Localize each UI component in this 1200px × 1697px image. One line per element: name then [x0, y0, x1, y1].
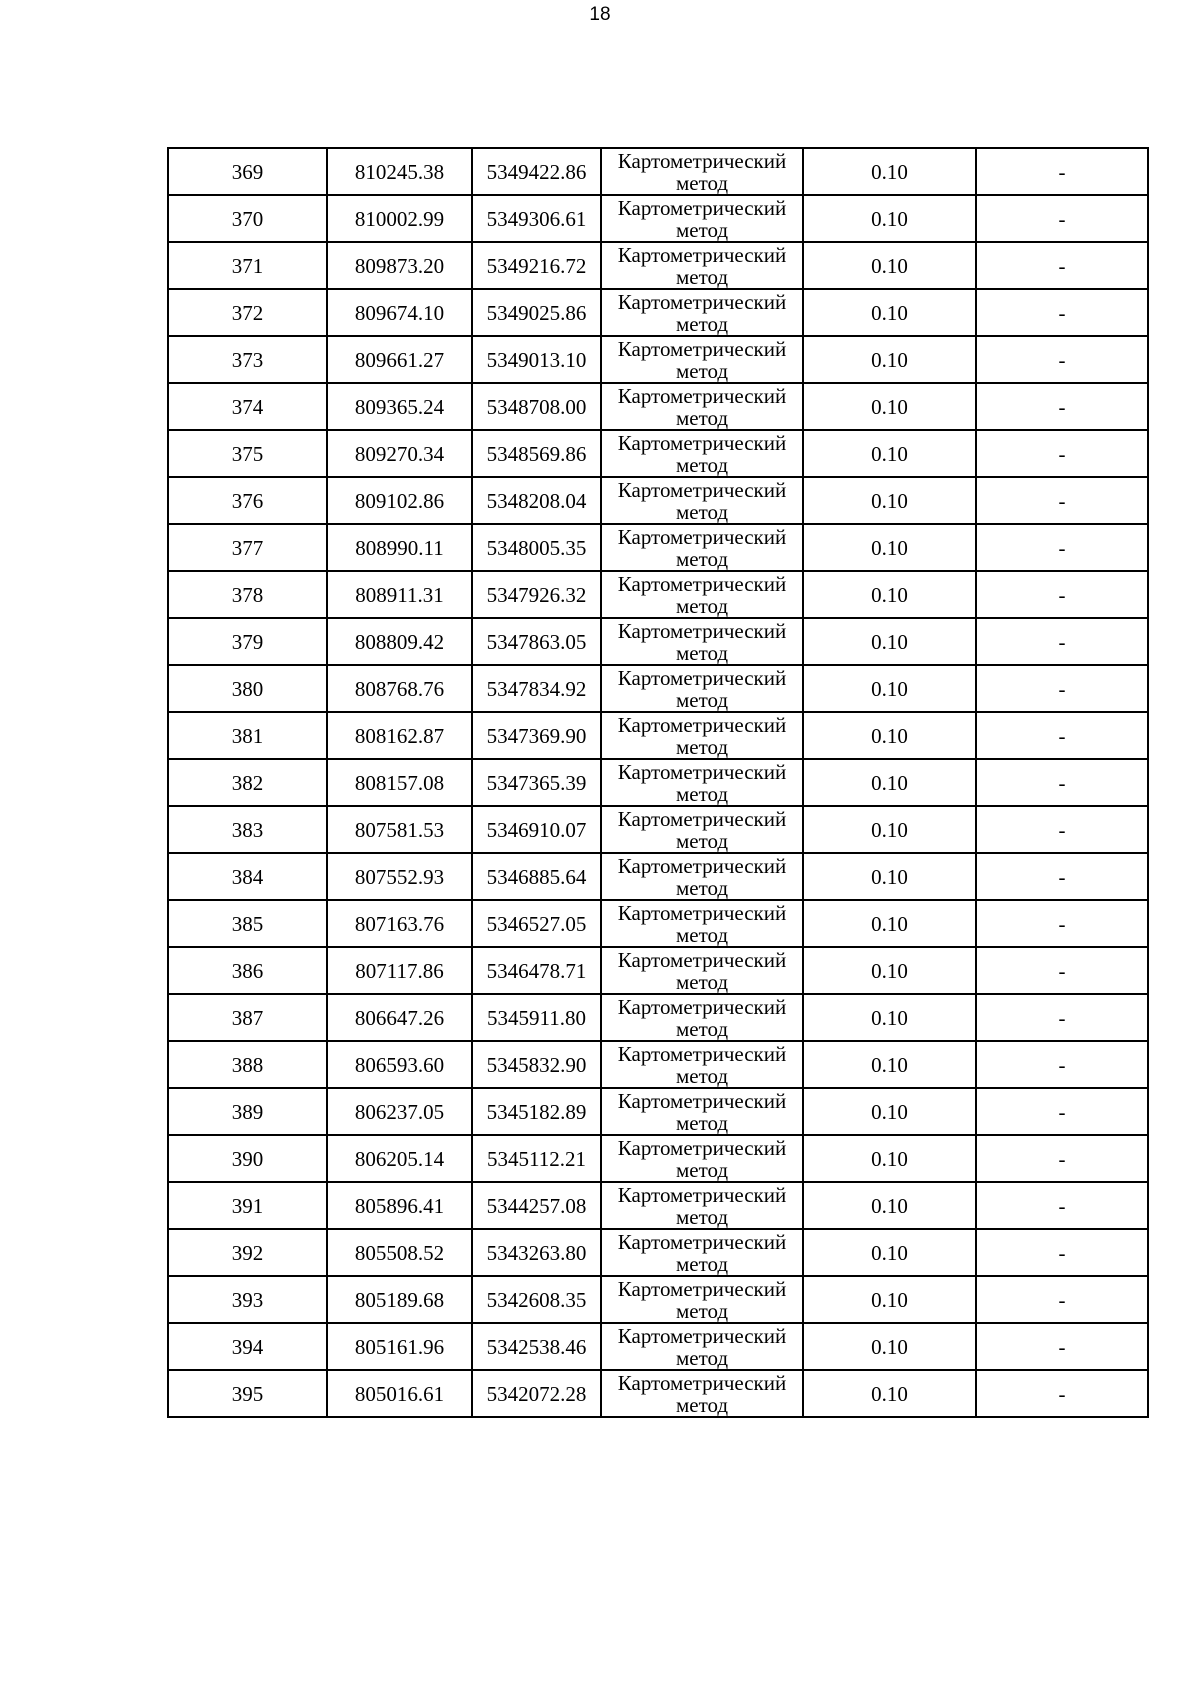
point-number-cell: 390 — [168, 1135, 327, 1182]
point-number-cell: 369 — [168, 148, 327, 195]
y-coordinate-cell: 5346527.05 — [472, 900, 601, 947]
point-number-cell: 393 — [168, 1276, 327, 1323]
method-line-2: метод — [675, 1251, 729, 1276]
method-cell — [601, 242, 803, 289]
x-coordinate-cell: 809270.34 — [327, 430, 472, 477]
y-coordinate-cell: 5348708.00 — [472, 383, 601, 430]
x-coordinate-cell: 806205.14 — [327, 1135, 472, 1182]
x-coordinate-cell: 805896.41 — [327, 1182, 472, 1229]
x-coordinate-cell: 807117.86 — [327, 947, 472, 994]
point-number-cell: 385 — [168, 900, 327, 947]
point-number-cell: 376 — [168, 477, 327, 524]
accuracy-cell: 0.10 — [803, 477, 976, 524]
x-coordinate-cell: 807163.76 — [327, 900, 472, 947]
method-line-2: метод — [675, 405, 729, 430]
point-number-cell: 388 — [168, 1041, 327, 1088]
method-line-2: метод — [675, 922, 729, 947]
table-row — [168, 1135, 1148, 1182]
table-row — [168, 1323, 1148, 1370]
y-coordinate-cell: 5346478.71 — [472, 947, 601, 994]
accuracy-cell: 0.10 — [803, 1182, 976, 1229]
note-cell: - — [976, 571, 1148, 618]
method-line-1: Картометрический — [617, 994, 787, 1019]
table-row — [168, 1276, 1148, 1323]
note-cell: - — [976, 1041, 1148, 1088]
note-cell: - — [976, 242, 1148, 289]
method-line-1: Картометрический — [617, 1041, 787, 1066]
y-coordinate-cell: 5349025.86 — [472, 289, 601, 336]
note-cell: - — [976, 1135, 1148, 1182]
table-row — [168, 383, 1148, 430]
x-coordinate-cell: 807581.53 — [327, 806, 472, 853]
accuracy-cell: 0.10 — [803, 336, 976, 383]
method-line-2: метод — [675, 1063, 729, 1088]
method-line-1: Картометрический — [617, 665, 787, 690]
accuracy-cell: 0.10 — [803, 430, 976, 477]
method-line-2: метод — [675, 1298, 729, 1323]
table-row — [168, 759, 1148, 806]
note-cell: - — [976, 336, 1148, 383]
point-number-cell: 374 — [168, 383, 327, 430]
note-cell: - — [976, 806, 1148, 853]
method-line-1: Картометрический — [617, 571, 787, 596]
accuracy-cell: 0.10 — [803, 665, 976, 712]
y-coordinate-cell: 5345911.80 — [472, 994, 601, 1041]
note-cell: - — [976, 289, 1148, 336]
x-coordinate-cell: 809102.86 — [327, 477, 472, 524]
method-line-2: метод — [675, 311, 729, 336]
method-line-1: Картометрический — [617, 900, 787, 925]
method-line-2: метод — [675, 593, 729, 618]
method-line-1: Картометрический — [617, 383, 787, 408]
point-number-cell: 394 — [168, 1323, 327, 1370]
x-coordinate-cell: 809365.24 — [327, 383, 472, 430]
point-number-cell: 379 — [168, 618, 327, 665]
table-row — [168, 1182, 1148, 1229]
method-cell — [601, 947, 803, 994]
method-line-1: Картометрический — [617, 195, 787, 220]
table-row — [168, 1041, 1148, 1088]
x-coordinate-cell: 808911.31 — [327, 571, 472, 618]
method-line-2: метод — [675, 1157, 729, 1182]
method-line-2: метод — [675, 781, 729, 806]
table-row — [168, 900, 1148, 947]
y-coordinate-cell: 5342072.28 — [472, 1370, 601, 1417]
note-cell: - — [976, 1370, 1148, 1417]
accuracy-cell: 0.10 — [803, 1229, 976, 1276]
method-cell — [601, 806, 803, 853]
method-line-2: метод — [675, 452, 729, 477]
note-cell: - — [976, 430, 1148, 477]
note-cell: - — [976, 947, 1148, 994]
method-line-1: Картометрический — [617, 1276, 787, 1301]
note-cell: - — [976, 1323, 1148, 1370]
y-coordinate-cell: 5347365.39 — [472, 759, 601, 806]
method-line-1: Картометрический — [617, 477, 787, 502]
method-cell — [601, 524, 803, 571]
note-cell: - — [976, 195, 1148, 242]
x-coordinate-cell: 806237.05 — [327, 1088, 472, 1135]
note-cell: - — [976, 1088, 1148, 1135]
table-row — [168, 289, 1148, 336]
note-cell: - — [976, 618, 1148, 665]
table-row — [168, 148, 1148, 195]
accuracy-cell: 0.10 — [803, 289, 976, 336]
method-cell — [601, 571, 803, 618]
method-line-2: метод — [675, 1392, 729, 1417]
note-cell: - — [976, 759, 1148, 806]
method-cell — [601, 1088, 803, 1135]
table-row — [168, 665, 1148, 712]
method-line-1: Картометрический — [617, 1370, 787, 1395]
method-line-2: метод — [675, 1204, 729, 1229]
note-cell: - — [976, 524, 1148, 571]
method-line-2: метод — [675, 546, 729, 571]
point-number-cell: 375 — [168, 430, 327, 477]
point-number-cell: 395 — [168, 1370, 327, 1417]
note-cell: - — [976, 900, 1148, 947]
method-line-1: Картометрический — [617, 618, 787, 643]
x-coordinate-cell: 806647.26 — [327, 994, 472, 1041]
point-number-cell: 389 — [168, 1088, 327, 1135]
x-coordinate-cell: 805016.61 — [327, 1370, 472, 1417]
y-coordinate-cell: 5348569.86 — [472, 430, 601, 477]
method-cell — [601, 195, 803, 242]
method-cell — [601, 336, 803, 383]
table-row — [168, 571, 1148, 618]
accuracy-cell: 0.10 — [803, 524, 976, 571]
table-row — [168, 947, 1148, 994]
method-line-1: Картометрический — [617, 806, 787, 831]
y-coordinate-cell: 5344257.08 — [472, 1182, 601, 1229]
note-cell: - — [976, 994, 1148, 1041]
accuracy-cell: 0.10 — [803, 1370, 976, 1417]
y-coordinate-cell: 5349306.61 — [472, 195, 601, 242]
accuracy-cell: 0.10 — [803, 712, 976, 759]
method-line-2: метод — [675, 828, 729, 853]
method-cell — [601, 618, 803, 665]
accuracy-cell: 0.10 — [803, 853, 976, 900]
method-line-1: Картометрический — [617, 336, 787, 361]
point-number-cell: 378 — [168, 571, 327, 618]
method-line-1: Картометрический — [617, 1182, 787, 1207]
x-coordinate-cell: 805189.68 — [327, 1276, 472, 1323]
y-coordinate-cell: 5347369.90 — [472, 712, 601, 759]
method-line-1: Картометрический — [617, 759, 787, 784]
page-number: 18 — [589, 4, 611, 25]
method-line-1: Картометрический — [617, 289, 787, 314]
method-line-1: Картометрический — [617, 712, 787, 737]
y-coordinate-cell: 5342538.46 — [472, 1323, 601, 1370]
method-cell — [601, 383, 803, 430]
point-number-cell: 372 — [168, 289, 327, 336]
method-line-2: метод — [675, 499, 729, 524]
y-coordinate-cell: 5349013.10 — [472, 336, 601, 383]
method-line-1: Картометрический — [617, 524, 787, 549]
y-coordinate-cell: 5347926.32 — [472, 571, 601, 618]
accuracy-cell: 0.10 — [803, 947, 976, 994]
y-coordinate-cell: 5348005.35 — [472, 524, 601, 571]
table-row — [168, 994, 1148, 1041]
method-cell — [601, 148, 803, 195]
table-row — [168, 1088, 1148, 1135]
x-coordinate-cell: 808990.11 — [327, 524, 472, 571]
accuracy-cell: 0.10 — [803, 618, 976, 665]
table-row — [168, 524, 1148, 571]
x-coordinate-cell: 808768.76 — [327, 665, 472, 712]
y-coordinate-cell: 5343263.80 — [472, 1229, 601, 1276]
y-coordinate-cell: 5347863.05 — [472, 618, 601, 665]
accuracy-cell: 0.10 — [803, 806, 976, 853]
table-row — [168, 1229, 1148, 1276]
point-number-cell: 373 — [168, 336, 327, 383]
accuracy-cell: 0.10 — [803, 1276, 976, 1323]
method-line-1: Картометрический — [617, 947, 787, 972]
method-line-2: метод — [675, 640, 729, 665]
table-row — [168, 430, 1148, 477]
y-coordinate-cell: 5348208.04 — [472, 477, 601, 524]
accuracy-cell: 0.10 — [803, 571, 976, 618]
note-cell: - — [976, 477, 1148, 524]
x-coordinate-cell: 808162.87 — [327, 712, 472, 759]
table-row — [168, 477, 1148, 524]
note-cell: - — [976, 148, 1148, 195]
y-coordinate-cell: 5346910.07 — [472, 806, 601, 853]
accuracy-cell: 0.10 — [803, 1088, 976, 1135]
accuracy-cell: 0.10 — [803, 1323, 976, 1370]
method-line-1: Картометрический — [617, 430, 787, 455]
point-number-cell: 383 — [168, 806, 327, 853]
method-line-1: Картометрический — [617, 242, 787, 267]
method-line-2: метод — [675, 875, 729, 900]
x-coordinate-cell: 807552.93 — [327, 853, 472, 900]
point-number-cell: 392 — [168, 1229, 327, 1276]
point-number-cell: 386 — [168, 947, 327, 994]
accuracy-cell: 0.10 — [803, 1041, 976, 1088]
method-cell — [601, 1276, 803, 1323]
method-cell — [601, 900, 803, 947]
method-line-2: метод — [675, 358, 729, 383]
method-line-1: Картометрический — [617, 1229, 787, 1254]
y-coordinate-cell: 5349422.86 — [472, 148, 601, 195]
method-line-1: Картометрический — [617, 1088, 787, 1113]
accuracy-cell: 0.10 — [803, 148, 976, 195]
method-line-1: Картометрический — [617, 1135, 787, 1160]
x-coordinate-cell: 808157.08 — [327, 759, 472, 806]
x-coordinate-cell: 808809.42 — [327, 618, 472, 665]
note-cell: - — [976, 1276, 1148, 1323]
method-cell — [601, 994, 803, 1041]
method-cell — [601, 759, 803, 806]
accuracy-cell: 0.10 — [803, 1135, 976, 1182]
method-cell — [601, 665, 803, 712]
method-cell — [601, 1041, 803, 1088]
method-cell — [601, 712, 803, 759]
accuracy-cell: 0.10 — [803, 242, 976, 289]
table-row — [168, 712, 1148, 759]
x-coordinate-cell: 809873.20 — [327, 242, 472, 289]
x-coordinate-cell: 809661.27 — [327, 336, 472, 383]
table-row — [168, 242, 1148, 289]
method-line-2: метод — [675, 264, 729, 289]
x-coordinate-cell: 810002.99 — [327, 195, 472, 242]
point-number-cell: 371 — [168, 242, 327, 289]
point-number-cell: 382 — [168, 759, 327, 806]
method-line-2: метод — [675, 734, 729, 759]
method-line-2: метод — [675, 1345, 729, 1370]
point-number-cell: 384 — [168, 853, 327, 900]
point-number-cell: 380 — [168, 665, 327, 712]
point-number-cell: 387 — [168, 994, 327, 1041]
note-cell: - — [976, 1182, 1148, 1229]
method-cell — [601, 430, 803, 477]
note-cell: - — [976, 665, 1148, 712]
note-cell: - — [976, 853, 1148, 900]
y-coordinate-cell: 5342608.35 — [472, 1276, 601, 1323]
accuracy-cell: 0.10 — [803, 195, 976, 242]
method-cell — [601, 477, 803, 524]
point-number-cell: 377 — [168, 524, 327, 571]
x-coordinate-cell: 805508.52 — [327, 1229, 472, 1276]
method-cell — [601, 1229, 803, 1276]
method-line-2: метод — [675, 687, 729, 712]
method-line-2: метод — [675, 217, 729, 242]
note-cell: - — [976, 712, 1148, 759]
coordinates-table — [167, 147, 1149, 1418]
x-coordinate-cell: 806593.60 — [327, 1041, 472, 1088]
method-line-2: метод — [675, 1110, 729, 1135]
method-cell — [601, 1182, 803, 1229]
method-line-2: метод — [675, 1016, 729, 1041]
note-cell: - — [976, 383, 1148, 430]
y-coordinate-cell: 5345832.90 — [472, 1041, 601, 1088]
method-line-1: Картометрический — [617, 1323, 787, 1348]
method-cell — [601, 1135, 803, 1182]
x-coordinate-cell: 809674.10 — [327, 289, 472, 336]
x-coordinate-cell: 810245.38 — [327, 148, 472, 195]
accuracy-cell: 0.10 — [803, 900, 976, 947]
point-number-cell: 381 — [168, 712, 327, 759]
point-number-cell: 391 — [168, 1182, 327, 1229]
y-coordinate-cell: 5345112.21 — [472, 1135, 601, 1182]
accuracy-cell: 0.10 — [803, 994, 976, 1041]
method-cell — [601, 289, 803, 336]
y-coordinate-cell: 5349216.72 — [472, 242, 601, 289]
table-row — [168, 1370, 1148, 1417]
method-cell — [601, 1370, 803, 1417]
method-line-1: Картометрический — [617, 853, 787, 878]
method-cell — [601, 853, 803, 900]
table-row — [168, 806, 1148, 853]
table-row — [168, 853, 1148, 900]
point-number-cell: 370 — [168, 195, 327, 242]
method-line-2: метод — [675, 170, 729, 195]
method-line-2: метод — [675, 969, 729, 994]
coordinates-table-body — [168, 148, 1148, 1417]
x-coordinate-cell: 805161.96 — [327, 1323, 472, 1370]
table-row — [168, 618, 1148, 665]
y-coordinate-cell: 5346885.64 — [472, 853, 601, 900]
table-row — [168, 195, 1148, 242]
y-coordinate-cell: 5347834.92 — [472, 665, 601, 712]
method-line-1: Картометрический — [617, 148, 787, 173]
y-coordinate-cell: 5345182.89 — [472, 1088, 601, 1135]
table-row — [168, 336, 1148, 383]
accuracy-cell: 0.10 — [803, 383, 976, 430]
accuracy-cell: 0.10 — [803, 759, 976, 806]
method-cell — [601, 1323, 803, 1370]
note-cell: - — [976, 1229, 1148, 1276]
